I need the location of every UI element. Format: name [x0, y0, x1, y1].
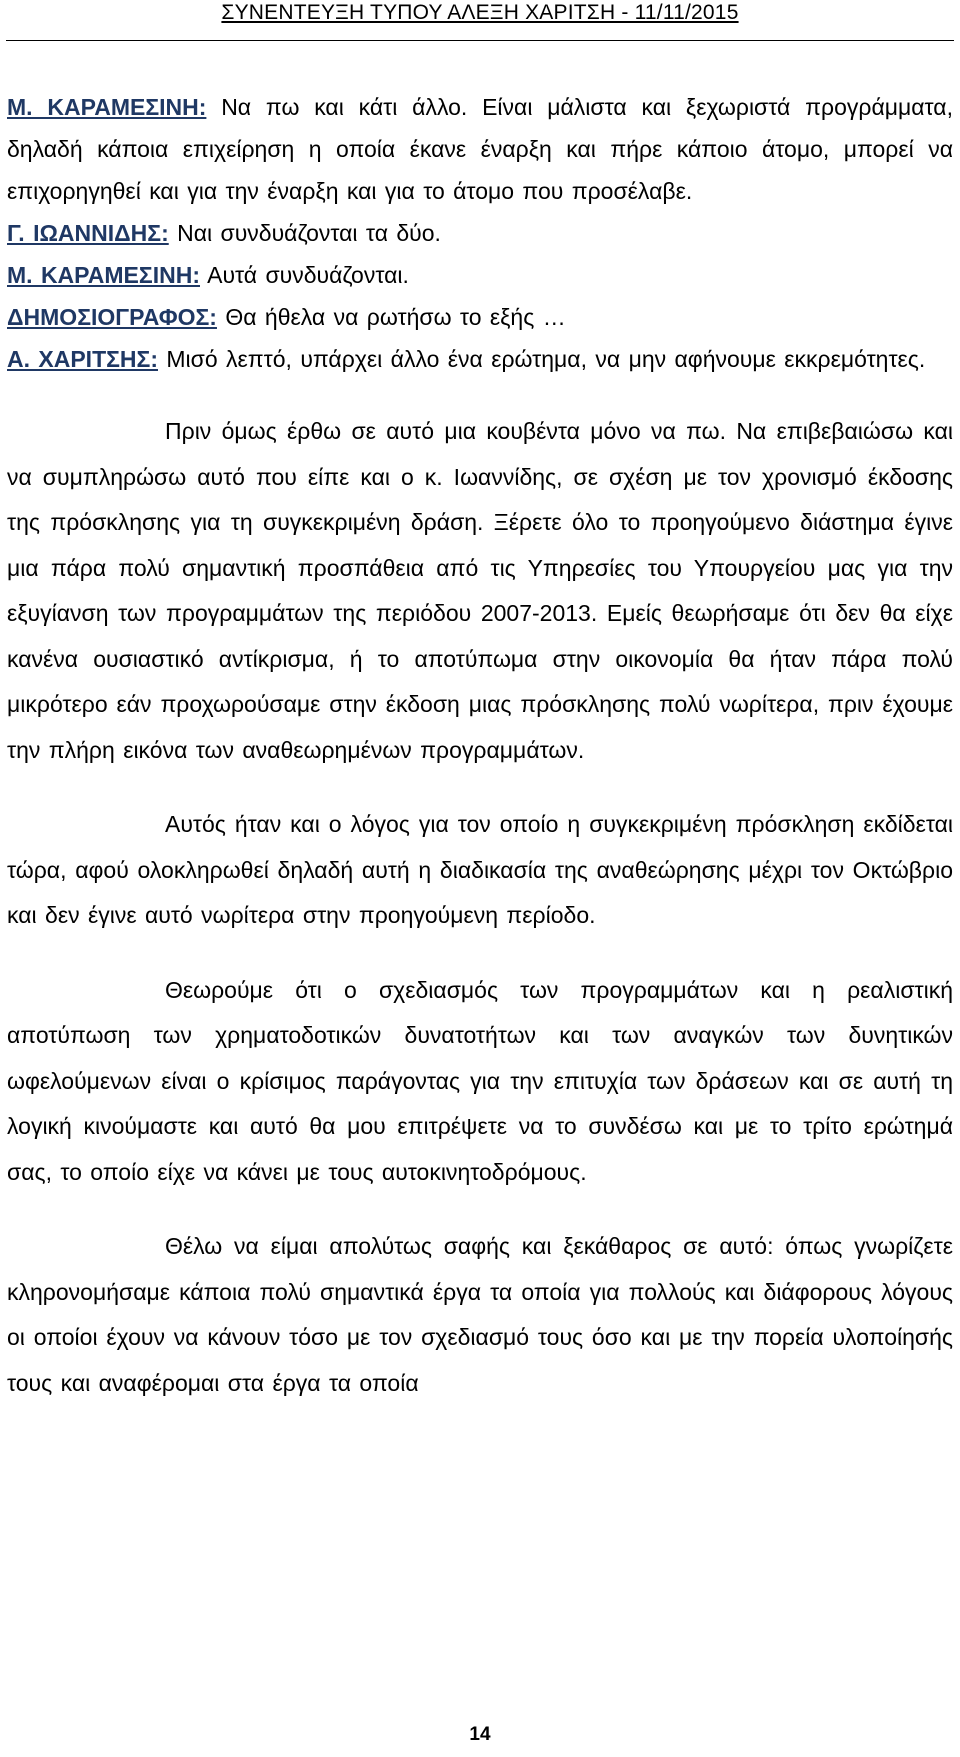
paragraph-text: Αυτά συνδυάζονται.: [199, 262, 409, 288]
speaker-label: ΔΗΜΟΣΙΟΓΡΑΦΟΣ:: [7, 304, 217, 330]
paragraph-spacer: [7, 1195, 953, 1224]
speaker-label: Γ. ΙΩΑΝΝΙΔΗΣ:: [7, 220, 169, 246]
header-divider: [6, 40, 954, 41]
paragraph-text: Θα ήθελα να ρωτήσω το εξής …: [216, 304, 566, 330]
speaker-label: Α. ΧΑΡΙΤΣΗΣ:: [7, 346, 158, 372]
paragraph-charitsis-highways: Θέλω να είμαι απολύτως σαφής και ξεκάθαρος σε αυτό: όπως γνωρίζετε κληρονομήσαμε κάποια πολύ σημαντικά έργα τα οποία για πολλούς και διάφορους λόγους οι οποίοι έχουν να κάνουν τόσο με τον σχεδιασμό τους όσο και με την πορεία υλοποίησής τους και αναφέρομαι στα έργα τα οποία: [7, 1233, 953, 1396]
document-body: [7, 86, 953, 1406]
paragraph-text: Μισό λεπτό, υπάρχει άλλο ένα ερώτημα, να μην αφήνουμε εκκρεμότητες.: [158, 346, 926, 372]
paragraph-charitsis-timing: Πριν όμως έρθω σε αυτό μια κουβέντα μόνο να πω. Να επιβεβαιώσω και να συμπληρώσω αυτό που είπε και ο κ. Ιωαννίδης, σε σχέση με τον χρονισμό έκδοσης της πρόσκλησης για τη συγκεκριμένη δράση. Ξέρετε όλο το προηγούμενο διάστημα έγινε μια πάρα πολύ σημαντική προσπάθεια από τις Υπηρεσίες του Υπουργείου μας για την εξυγίανση των προγραμμάτων της περιόδου 2007-2013. Εμείς θεωρήσαμε ότι δεν θα είχε κανένα ουσιαστικό αντίκρισμα, ή το αποτύπωμα στην οικονομία θα ήταν πάρα πολύ μικρότερο εάν προχωρούσαμε στην έκδοση μιας πρόσκλησης πολύ νωρίτερα, πριν έχουμε την πλήρη εικόνα των αναθεωρημένων προγραμμάτων.: [7, 418, 953, 763]
speaker-label: Μ. ΚΑΡΑΜΕΣΙΝΗ:: [7, 94, 207, 120]
paragraph-charitsis-reason: Αυτός ήταν και ο λόγος για τον οποίο η συγκεκριμένη πρόσκληση εκδίδεται τώρα, αφού ολοκληρωθεί δηλαδή αυτή η διαδικασία της αναθεώρησης μέχρι τον Οκτώβριο και δεν έγινε αυτό νωρίτερα στην προηγούμενη περίοδο.: [7, 811, 953, 928]
paragraph-karamesini-2: [7, 254, 953, 296]
paragraph-text: Ναι συνδυάζονται τα δύο.: [168, 220, 441, 246]
paragraph-karamesini-1: [7, 86, 953, 212]
paragraph-spacer: [7, 380, 953, 409]
paragraph-ioannidis: [7, 212, 953, 254]
page-number: 14: [469, 1724, 491, 1745]
page-header-title: ΣΥΝΕΝΤΕΥΞΗ ΤΥΠΟΥ ΑΛΕΞΗ ΧΑΡΙΤΣΗ - 11/11/2015: [221, 1, 739, 24]
paragraph-spacer: [7, 773, 953, 802]
speaker-label: Μ. ΚΑΡΑΜΕΣΙΝΗ:: [7, 262, 200, 288]
paragraph-journalist: [7, 296, 953, 338]
paragraph-charitsis-design: Θεωρούμε ότι ο σχεδιασμός των προγραμμάτων και η ρεαλιστική αποτύπωση των χρηματοδοτικών δυνατοτήτων και των αναγκών των δυνητικών ωφελούμενων είναι ο κρίσιμος παράγοντας για την επιτυχία των δράσεων και σε αυτή τη λογική κινούμαστε και αυτό θα μου επιτρέψετε να το συνδέσω και με το τρίτο ερώτημά σας, το οποίο είχε να κάνει με τους αυτοκινητοδρόμους.: [7, 976, 953, 1185]
paragraph-charitsis-intro: [7, 338, 953, 380]
paragraph-text: Να πω και κάτι άλλο. Είναι μάλιστα και ξεχωριστά προγράμματα, δηλαδή κάποια επιχείρηση η οποία έκανε έναρξη και πήρε κάποιο άτομο, μπορεί να επιχορηγηθεί και για την έναρξη και για το άτομο που προσέλαβε.: [7, 94, 953, 204]
paragraph-spacer: [7, 939, 953, 968]
